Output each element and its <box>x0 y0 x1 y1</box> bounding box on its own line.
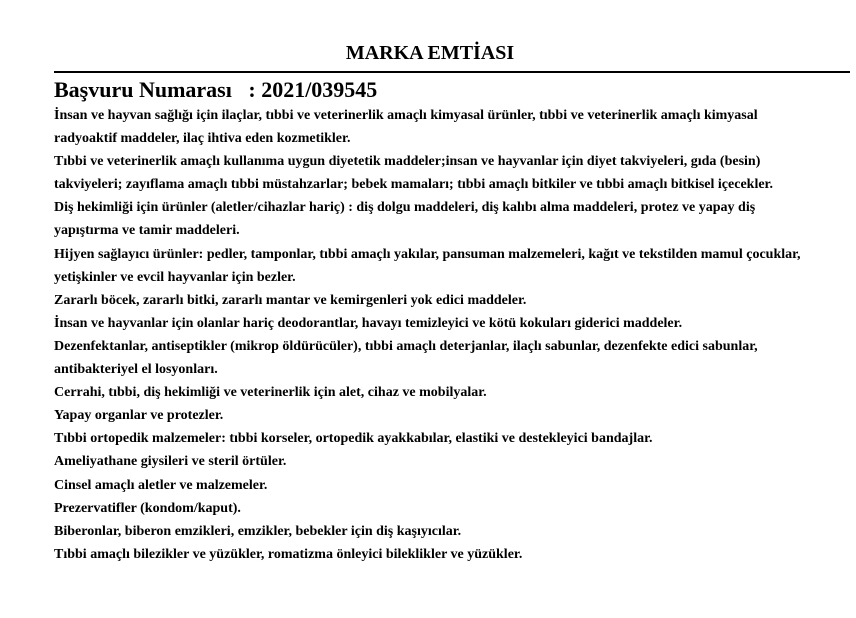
application-number-separator: : <box>231 77 262 102</box>
goods-item: Biberonlar, biberon emzikleri, emzikler, bebekler için diş kaşıyıcılar. <box>54 523 462 539</box>
goods-item: Diş hekimliği için ürünler (aletler/cihazlar hariç) : diş dolgu maddeleri, diş kalıbı alma maddeleri, protez ve yapay diş yapıştırma ve tamir maddeleri. <box>54 200 756 239</box>
goods-item: Zararlı böcek, zararlı bitki, zararlı mantar ve kemirgenleri yok edici maddeler. <box>54 292 527 308</box>
goods-item: Hijyen sağlayıcı ürünler: pedler, tamponlar, tıbbi amaçlı yakılar, pansuman malzemeleri, kağıt ve tekstilden mamul çocuklar, yetişkinler ve evcil hayvanlar için bezler. <box>54 246 801 285</box>
goods-list <box>54 104 814 566</box>
goods-item: Ameliyathane giysileri ve steril örtüler. <box>54 454 287 470</box>
application-number <box>54 71 850 104</box>
goods-item: Yapay organlar ve protezler. <box>54 408 224 424</box>
goods-item: Tıbbi ve veterinerlik amaçlı kullanıma uygun diyetetik maddeler;insan ve hayvanlar için diyet takviyeleri, gıda (besin) takviyeleri; zayıflama amaçlı tıbbi müstahzarlar; bebek mamaları; tıbbi amaçlı bitkiler ve tıbbi amaçlı bitkisel içecekler. <box>54 154 773 193</box>
page-title: MARKA EMTİASI <box>345 42 515 64</box>
goods-item: Prezervatifler (kondom/kaput). <box>54 500 241 516</box>
goods-item: İnsan ve hayvan sağlığı için ilaçlar, tıbbi ve veterinerlik amaçlı kimyasal ürünler, tıbbi ve veterinerlik amaçlı kimyasal radyoaktif maddeler, ilaç ihtiva eden kozmetikler. <box>54 108 758 147</box>
goods-item: Dezenfektanlar, antiseptikler (mikrop öldürücüler), tıbbi amaçlı deterjanlar, ilaçlı sabunlar, dezenfekte edici sabunlar, antibakteriyel el losyonları. <box>54 338 758 378</box>
goods-item: Tıbbi ortopedik malzemeler: tıbbi korseler, ortopedik ayakkabılar, elastiki ve destekleyici bandajlar. <box>54 431 653 447</box>
goods-item: İnsan ve hayvanlar için olanlar hariç deodorantlar, havayı temizleyici ve kötü kokuları giderici maddeler. <box>54 315 683 331</box>
goods-item: Cerrahi, tıbbi, diş hekimliği ve veterinerlik için alet, cihaz ve mobilyalar. <box>54 385 487 401</box>
goods-item: Cinsel amaçlı aletler ve malzemeler. <box>54 477 268 493</box>
goods-item: Tıbbi amaçlı bilezikler ve yüzükler, romatizma önleyici bileklikler ve yüzükler. <box>54 546 523 562</box>
application-number-label: Başvuru Numarası <box>54 77 232 102</box>
application-number-value: 2021/039545 <box>261 77 378 102</box>
